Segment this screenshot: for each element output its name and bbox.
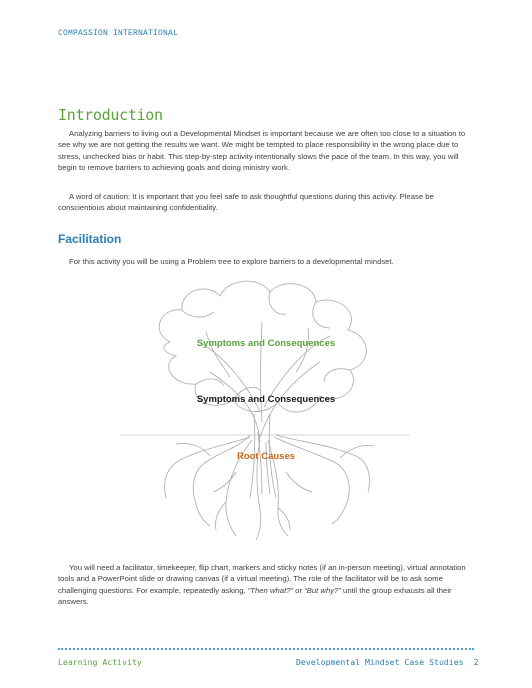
footer-title: Developmental Mindset Case Studies bbox=[296, 657, 464, 667]
footer-divider bbox=[58, 648, 474, 652]
problem-tree-illustration bbox=[110, 272, 422, 542]
tree-label-roots: Root Causes bbox=[236, 451, 296, 462]
tree-label-trunk: Symptoms and Consequences bbox=[196, 394, 336, 405]
p2-quote-2: “But why?” bbox=[304, 585, 341, 595]
tree-label-canopy: Symptoms and Consequences bbox=[196, 338, 336, 349]
facilitation-paragraph-2 bbox=[58, 562, 476, 608]
org-header: COMPASSION INTERNATIONAL bbox=[58, 29, 179, 38]
p2-text-b: or bbox=[293, 585, 305, 595]
page-number: 2 bbox=[473, 657, 479, 667]
p2-text-a: You will need a facilitator, timekeeper, flip chart, markers and sticky notes (if an in-person meeting), virtual annotation tools and a PowerPoint slide or drawing canvas (if a virtual meeting). The role of the facilitator will be to ask some challenging questions. For example, repeatedly asking, bbox=[58, 563, 466, 595]
footer-document-title bbox=[296, 657, 479, 667]
footer-section-label: Learning Activity bbox=[58, 657, 142, 667]
intro-paragraph-1: Analyzing barriers to living out a Developmental Mindset is important because we are often too close to a situation to see why we are not getting the results we want. We might be tempted to place responsibility in the wrong place due to stress, unchecked bias or habit. This step-by-step activity intentionally slows the pace of the team. In this way, you will begin to remove barriers to achieving goals and doing ministry work. bbox=[58, 129, 466, 173]
facilitation-heading: Facilitation bbox=[58, 232, 122, 246]
p2-text-c: until the group exhausts all their answers. bbox=[58, 585, 452, 607]
facilitation-paragraph-1: For this activity you will be using a Problem tree to explore barriers to a developmental mindset. bbox=[69, 257, 394, 266]
p2-quote-1: “Then what?” bbox=[247, 585, 294, 595]
intro-paragraph-2: A word of caution: It is important that you feel safe to ask thoughtful questions during this activity. Please be conscientious about maintaining confidentiality. bbox=[58, 192, 434, 213]
introduction-heading: Introduction bbox=[58, 106, 163, 124]
